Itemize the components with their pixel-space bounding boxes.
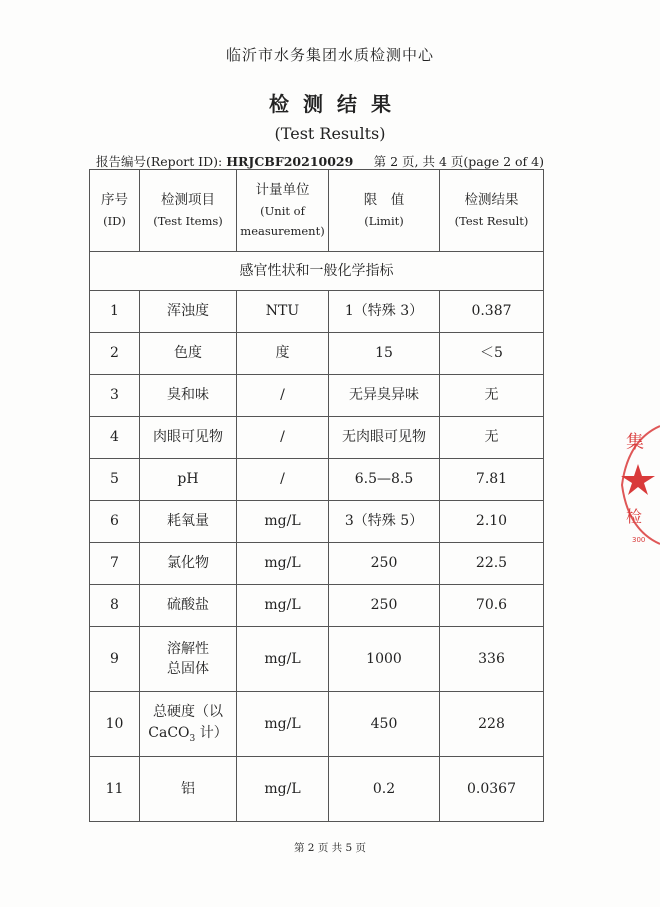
table-cell: NTU [237,291,329,333]
table-cell: 1000 [329,627,440,692]
table-cell: 22.5 [440,543,544,585]
table-header-row [90,170,544,252]
table-cell: mg/L [237,627,329,692]
table-row [90,291,544,333]
table-cell: 1（特殊 3） [329,291,440,333]
header-item: 检测项目 (Test Items) [140,170,237,252]
table-row [90,585,544,627]
table-row [90,375,544,417]
table-cell: 铝 [140,757,237,822]
table-cell: 7 [90,543,140,585]
table-row [90,417,544,459]
section-title: 感官性状和一般化学指标 [90,252,544,291]
page-footer: 第 2 页 共 5 页 [293,842,367,854]
table-cell: 15 [329,333,440,375]
page-subtitle: (Test Results) [274,124,386,143]
table-cell: 0.2 [329,757,440,822]
table-cell: mg/L [237,543,329,585]
table-cell: 250 [329,543,440,585]
table-cell: mg/L [237,692,329,757]
table-cell: 无肉眼可见物 [329,417,440,459]
table-cell: ＜5 [440,333,544,375]
table-cell: 2 [90,333,140,375]
table-cell: 浑浊度 [140,291,237,333]
table-row [90,501,544,543]
table-row [90,333,544,375]
table-cell: pH [140,459,237,501]
report-id-line [96,152,353,170]
section-row [90,252,544,291]
header-id: 序号 (ID) [90,170,140,252]
table-cell: 色度 [140,333,237,375]
table-cell: 2.10 [440,501,544,543]
table-cell: / [237,459,329,501]
table-cell: 溶解性 总固体 [140,627,237,692]
page-title: 检测结果 [269,92,405,116]
table-cell: 6.5—8.5 [329,459,440,501]
table-cell: 度 [237,333,329,375]
report-id-label: 报告编号(Report ID): [96,154,227,169]
page-info: 第 2 页, 共 4 页(page 2 of 4) [373,154,544,169]
table-cell: 4 [90,417,140,459]
table-cell: 无异臭异味 [329,375,440,417]
table-cell: 无 [440,417,544,459]
table-cell: 228 [440,692,544,757]
seal-char-1: 集 [626,432,644,453]
results-table [89,169,544,822]
table-cell: 3（特殊 5） [329,501,440,543]
table-row [90,627,544,692]
table-cell: 臭和味 [140,375,237,417]
header-limit: 限 值 (Limit) [329,170,440,252]
table-cell: 7.81 [440,459,544,501]
seal-stamp [608,420,660,550]
table-cell: 10 [90,692,140,757]
header-result: 检测结果 (Test Result) [440,170,544,252]
table-cell: / [237,417,329,459]
table-cell: 1 [90,291,140,333]
table-cell: 耗氧量 [140,501,237,543]
table-cell: / [237,375,329,417]
table-cell: 3 [90,375,140,417]
table-cell: 8 [90,585,140,627]
table-cell: 11 [90,757,140,822]
header-unit: 计量单位 (Unit of measurement) [237,170,329,252]
table-cell: 70.6 [440,585,544,627]
table-row [90,459,544,501]
table-row [90,757,544,822]
table-cell: mg/L [237,757,329,822]
table-cell: 6 [90,501,140,543]
seal-char-2: 检 [626,507,643,526]
table-cell: 氯化物 [140,543,237,585]
table-row [90,692,544,757]
table-cell: 5 [90,459,140,501]
table-cell: 0.0367 [440,757,544,822]
table-cell: mg/L [237,585,329,627]
table-cell: 肉眼可见物 [140,417,237,459]
table-cell: 总硬度（以 CaCO$_3$ 计） [140,692,237,757]
report-id-value: HRJCBF20210029 [226,154,354,169]
organization-name: 临沂市水务集团水质检测中心 [225,46,434,64]
table-cell: mg/L [237,501,329,543]
table-row [90,543,544,585]
seal-digits: 300 [632,536,646,544]
table-cell: 450 [329,692,440,757]
table-cell: 硫酸盐 [140,585,237,627]
table-cell: 0.387 [440,291,544,333]
table-cell: 336 [440,627,544,692]
table-cell: 无 [440,375,544,417]
table-cell: 250 [329,585,440,627]
table-cell: 9 [90,627,140,692]
